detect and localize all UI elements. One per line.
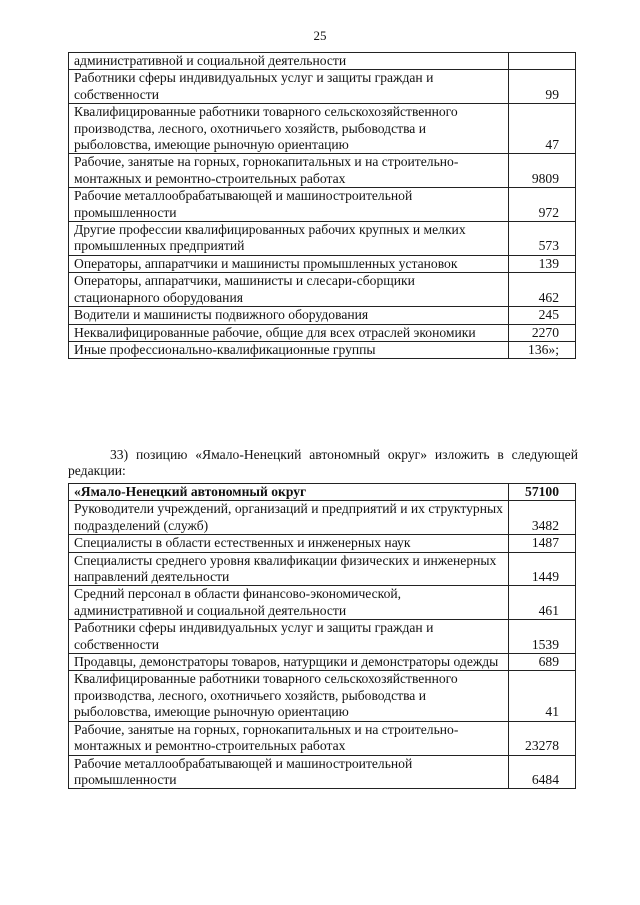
table-row: [69, 341, 576, 358]
occupation-count: 23278: [509, 721, 576, 755]
occupation-count: 689: [509, 654, 576, 671]
occupation-count: 99: [509, 70, 576, 104]
occupation-label: Водители и машинисты подвижного оборудования: [69, 307, 509, 324]
occupation-label: Работники сферы индивидуальных услуг и защиты граждан и собственности: [69, 620, 509, 654]
table-row: [69, 586, 576, 620]
table-row: [69, 273, 576, 307]
table-row: [69, 53, 576, 70]
table-row: [69, 552, 576, 586]
occupation-label: Специалисты среднего уровня квалификации физических и инженерных направлений деятельности: [69, 552, 509, 586]
amendment-paragraph: 33) позицию «Ямало-Ненецкий автономный округ» изложить в следующей редакции:: [68, 447, 578, 479]
occupation-count: 1487: [509, 535, 576, 552]
occupation-label: Квалифицированные работники товарного сельскохозяйственного производства, лесного, охотничьего хозяйств, рыбоводства и рыболовства, имеющие рыночную ориентацию: [69, 104, 509, 154]
occupation-label: Продавцы, демонстраторы товаров, натурщики и демонстраторы одежды: [69, 654, 509, 671]
occupation-label: Рабочие металлообрабатывающей и машиностроительной промышленности: [69, 755, 509, 789]
occupation-label: административной и социальной деятельности: [69, 53, 509, 70]
occupation-count: 972: [509, 188, 576, 222]
occupation-label: Работники сферы индивидуальных услуг и защиты граждан и собственности: [69, 70, 509, 104]
table-row: [69, 324, 576, 341]
occupation-label: Операторы, аппаратчики и машинисты промышленных установок: [69, 255, 509, 272]
table-row: [69, 104, 576, 154]
occupation-count: 136»;: [509, 341, 576, 358]
occupation-table-continued: [68, 52, 576, 359]
table-row: [69, 535, 576, 552]
page-number: 25: [313, 28, 327, 43]
occupation-count: 6484: [509, 755, 576, 789]
region-total: 57100: [509, 484, 576, 501]
table-row: [69, 70, 576, 104]
yamalo-nenets-table: [68, 483, 576, 789]
occupation-label: Рабочие, занятые на горных, горнокапитальных и на строительно-монтажных и ремонтно-строительных работах: [69, 721, 509, 755]
occupation-count: 139: [509, 255, 576, 272]
occupation-count: 2270: [509, 324, 576, 341]
occupation-count: 245: [509, 307, 576, 324]
occupation-label: Неквалифицированные рабочие, общие для всех отраслей экономики: [69, 324, 509, 341]
occupation-count: 573: [509, 222, 576, 256]
table-row: [69, 755, 576, 789]
occupation-count: 462: [509, 273, 576, 307]
occupation-count: 41: [509, 671, 576, 721]
occupation-label: Рабочие металлообрабатывающей и машиностроительной промышленности: [69, 188, 509, 222]
table-row: [69, 154, 576, 188]
table-row: [69, 255, 576, 272]
occupation-count: 1539: [509, 620, 576, 654]
occupation-label: Специалисты в области естественных и инженерных наук: [69, 535, 509, 552]
occupation-label: Руководители учреждений, организаций и предприятий и их структурных подразделений (служб): [69, 501, 509, 535]
occupation-count: 47: [509, 104, 576, 154]
occupation-label: Иные профессионально-квалификационные группы: [69, 341, 509, 358]
table-row: [69, 620, 576, 654]
occupation-label: Квалифицированные работники товарного сельскохозяйственного производства, лесного, охотничьего хозяйств, рыбоводства и рыболовства, имеющие рыночную ориентацию: [69, 671, 509, 721]
occupation-count: [509, 53, 576, 70]
occupation-count: 1449: [509, 552, 576, 586]
occupation-count: 3482: [509, 501, 576, 535]
table-row: [69, 307, 576, 324]
table-row: [69, 188, 576, 222]
occupation-label: Средний персонал в области финансово-экономической, административной и социальной деятельности: [69, 586, 509, 620]
region-name: «Ямало-Ненецкий автономный округ: [69, 484, 509, 501]
occupation-label: Операторы, аппаратчики, машинисты и слесари-сборщики стационарного оборудования: [69, 273, 509, 307]
occupation-count: 461: [509, 586, 576, 620]
table-row: [69, 501, 576, 535]
table-row: [69, 721, 576, 755]
occupation-label: Другие профессии квалифицированных рабочих крупных и мелких промышленных предприятий: [69, 222, 509, 256]
table-header-row: [69, 484, 576, 501]
table-row: [69, 671, 576, 721]
occupation-label: Рабочие, занятые на горных, горнокапитальных и на строительно-монтажных и ремонтно-строительных работах: [69, 154, 509, 188]
table-row: [69, 222, 576, 256]
table-row: [69, 654, 576, 671]
occupation-count: 9809: [509, 154, 576, 188]
